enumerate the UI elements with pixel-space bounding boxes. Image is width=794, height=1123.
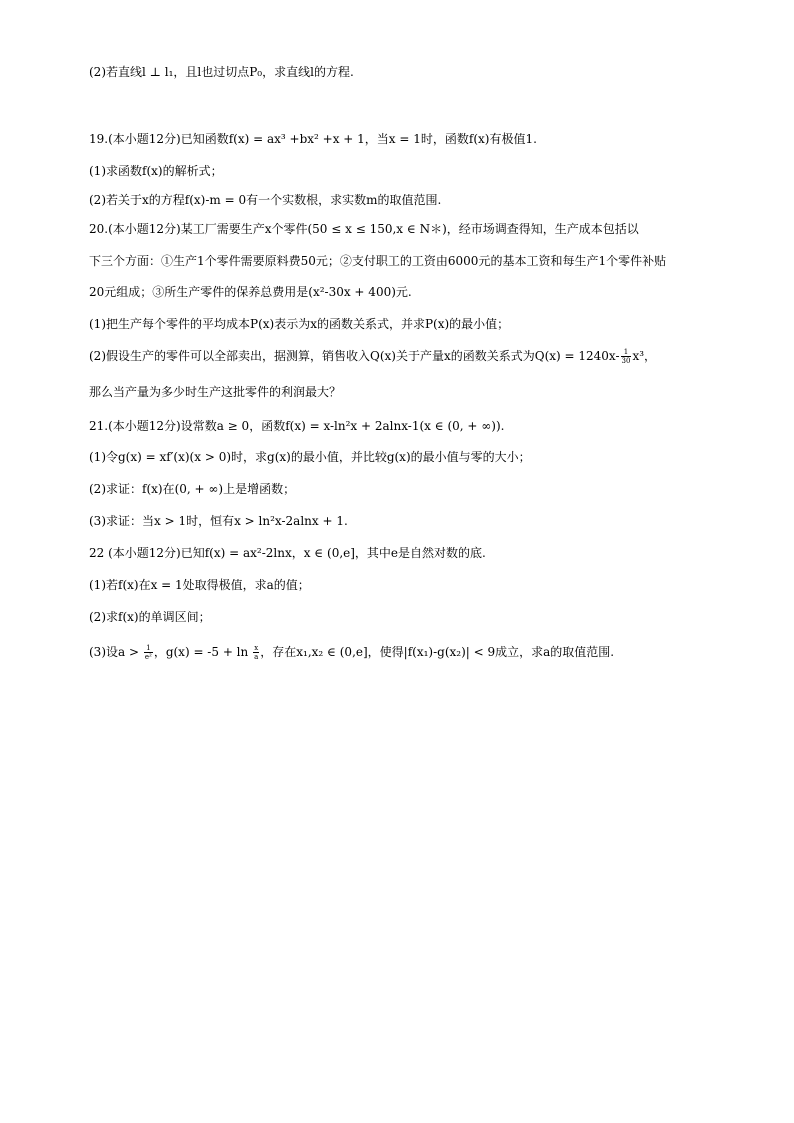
- question-line-q20-3: 那么当产量为多少时生产这批零件的利润最大？: [89, 385, 342, 399]
- question-line-q20-1: (1)把生产每个零件的平均成本P(x)表示为x的函数关系式，并求P(x)的最小值；: [89, 317, 510, 331]
- question-line-q19: 19.(本小题12分)已知函数f(x) = ax³ +bx² +x + 1，当x = 1时，函数f(x)有极值1.: [89, 132, 537, 146]
- question-20-part2-line: (2)假设生产的零件可以全部卖出，据测算，销售收入Q(x)关于产量x的函数关系式为Q(x) = 1240x- $\frac{1}{30}$ x³，: [89, 348, 657, 365]
- question-line-q22: 22 (本小题12分)已知f(x) = ax²-2lnx，x ∈ (0,e]，其中e是自然对数的底.: [89, 546, 486, 560]
- question-line-q20: 20.(本小题12分)某工厂需要生产x个零件(50 ≤ x ≤ 150,x ∈ N＊)，经市场调查得知，生产成本包括以: [89, 222, 639, 236]
- question-line-q20-b: 下三个方面：①生产1个零件需要原料费50元；②支付职工的工资由6000元的基本工资和每生产1个零件补贴: [89, 254, 667, 268]
- fraction: $\frac{1}{30}$: [621, 348, 631, 365]
- question-20-part2-text: (2)假设生产的零件可以全部卖出，据测算，销售收入Q(x)关于产量x的函数关系式为Q(x) = 1240x-: [89, 349, 620, 363]
- question-line-q19-1: (1)求函数f(x)的解析式；: [89, 164, 223, 178]
- question-line-q22-2: (2)求f(x)的单调区间；: [89, 610, 211, 624]
- question-line-q20-c: 20元组成；③所生产零件的保养总费用是(x²-30x + 400)元.: [89, 285, 412, 299]
- question-line-q22-1: (1)若f(x)在x = 1处取得极值，求a的值；: [89, 578, 310, 592]
- question-22-part3-line: (3)设a > $\frac{1}{\text{e²}}$ ，g(x) = -5 + ln $\frac{x}{a}$ ，存在x₁,x₂ ∈ (0,e]，使得|f(x₁)-g(x₂)| < 9成立，求a的取值范围.: [89, 644, 615, 661]
- fraction: $\frac{1}{\text{e²}}$: [144, 644, 152, 661]
- question-line-q19-2: (2)若关于x的方程f(x)-m = 0有一个实数根，求实数m的取值范围.: [89, 193, 442, 207]
- fraction: $\frac{x}{a}$: [254, 644, 259, 661]
- question-line-q21-2: (2)求证：f(x)在(0, + ∞)上是增函数；: [89, 482, 296, 496]
- question-line-q21-3: (3)求证：当x > 1时，恒有x > ln²x-2alnx + 1.: [89, 514, 348, 528]
- question-line-q18-2: (2)若直线l ⊥ l₁，且l也过切点P₀，求直线l的方程.: [89, 65, 354, 79]
- question-line-q21-1: (1)令g(x) = xf′(x)(x > 0)时，求g(x)的最小值，并比较g(x)的最小值与零的大小；: [89, 450, 531, 464]
- question-line-q21: 21.(本小题12分)设常数a ≥ 0，函数f(x) = x-ln²x + 2alnx-1(x ∈ (0, + ∞)).: [89, 419, 505, 433]
